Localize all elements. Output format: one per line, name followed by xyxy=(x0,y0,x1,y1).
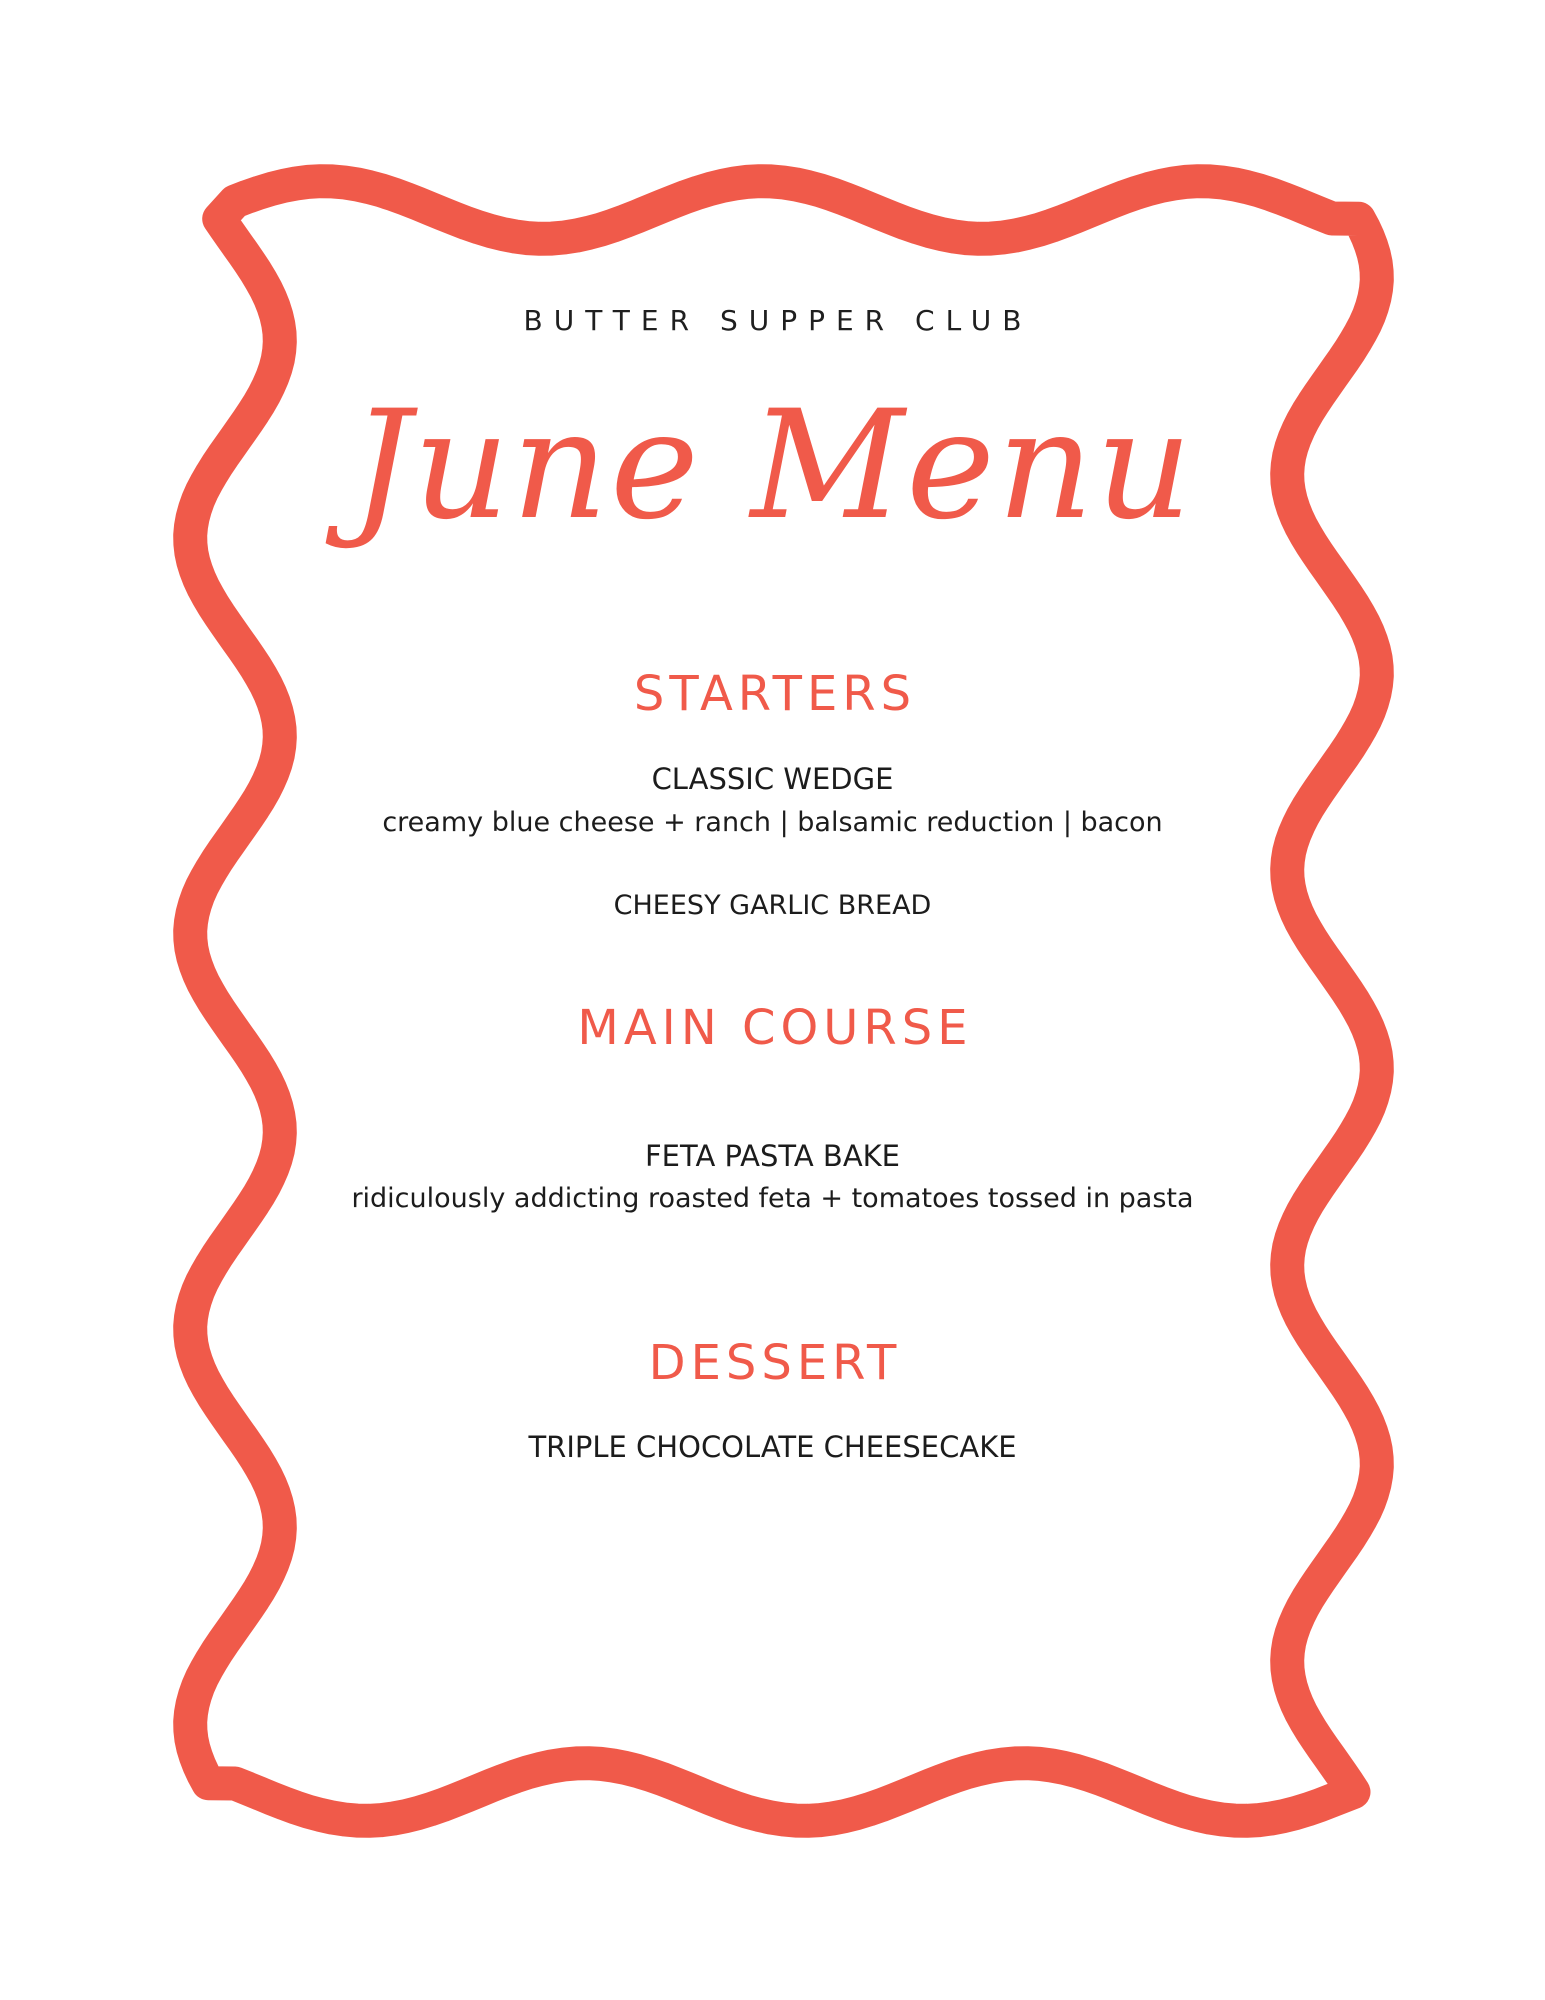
section-heading-starters: STARTERS xyxy=(633,666,917,722)
dish-name-feta-pasta-bake: FETA PASTA BAKE xyxy=(645,1139,900,1173)
section-heading-main-course: MAIN COURSE xyxy=(577,1000,973,1056)
dish-description-feta-pasta-bake: ridiculously addicting roasted feta + tomatoes tossed in pasta xyxy=(351,1183,1194,1214)
club-name: BUTTER SUPPER CLUB xyxy=(523,304,1033,337)
dish-name-triple-chocolate-cheesecake: TRIPLE CHOCOLATE CHEESECAKE xyxy=(528,1430,1017,1464)
section-heading-dessert: DESSERT xyxy=(648,1335,902,1391)
dish-name-classic-wedge: CLASSIC WEDGE xyxy=(651,762,894,796)
dish-description-classic-wedge: creamy blue cheese + ranch | balsamic reduction | bacon xyxy=(382,807,1163,838)
page-title: June Menu xyxy=(350,379,1195,553)
dish-name-cheesy-garlic-bread: CHEESY GARLIC BREAD xyxy=(613,890,932,921)
